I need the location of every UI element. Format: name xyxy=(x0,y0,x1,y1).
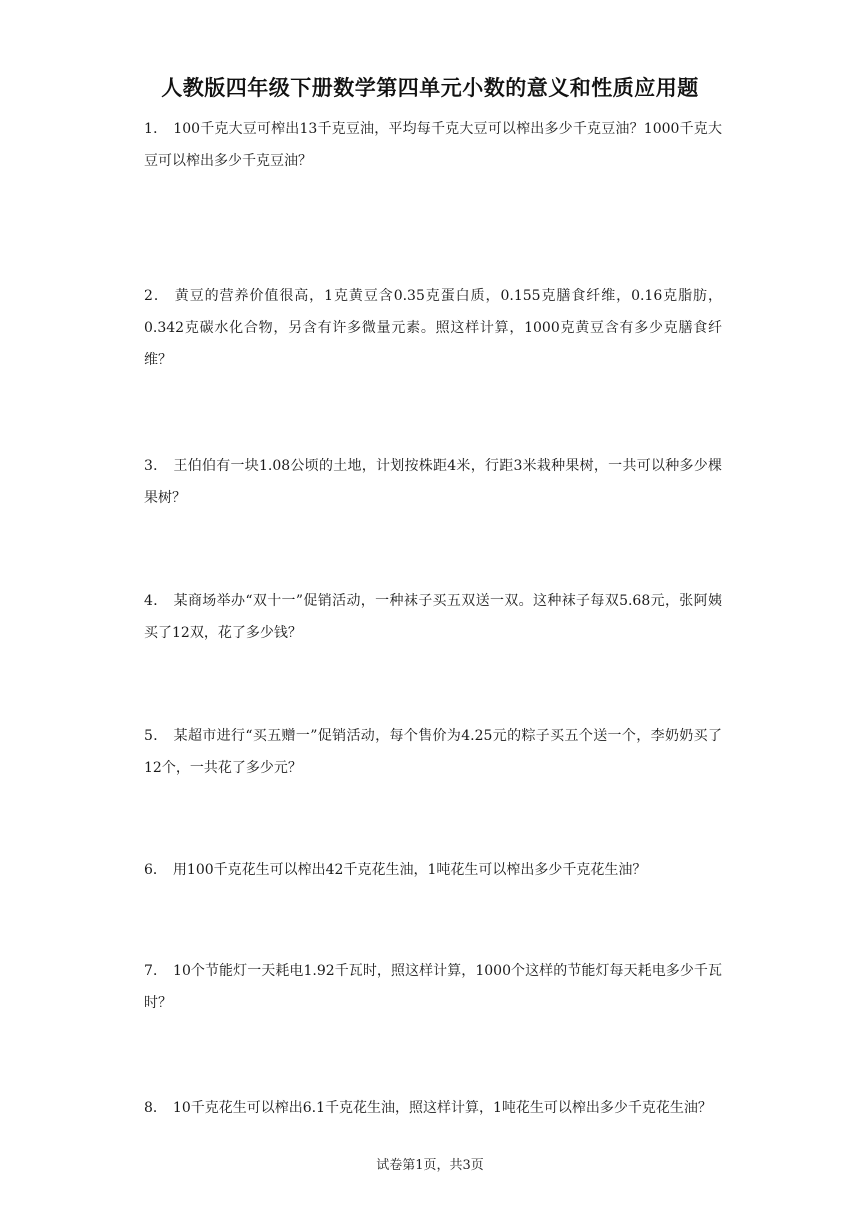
question-text: 某超市进行“买五赠一”促销活动，每个售价为4.25元的粽子买五个送一个，李奶奶买了12个，一共花了多少元？ xyxy=(144,728,722,776)
question-number: 1． xyxy=(144,121,168,137)
question-text: 用100千克花生可以榨出42千克花生油，1吨花生可以榨出多少千克花生油？ xyxy=(172,862,647,878)
question-8 xyxy=(144,1092,722,1124)
question-number: 3． xyxy=(144,458,168,474)
question-7 xyxy=(144,955,722,1019)
question-4 xyxy=(144,585,722,649)
question-number: 5． xyxy=(144,728,168,744)
question-number: 7． xyxy=(144,963,168,979)
question-5 xyxy=(144,720,722,784)
question-text: 王伯伯有一块1.08公顷的土地，计划按株距4米，行距3米栽种果树，一共可以种多少棵果树？ xyxy=(144,458,722,506)
question-number: 4． xyxy=(144,593,168,609)
question-text: 100千克大豆可榨出13千克豆油，平均每千克大豆可以榨出多少千克豆油？1000千克大豆可以榨出多少千克豆油？ xyxy=(144,121,722,169)
question-text: 黄豆的营养价值很高，1克黄豆含0.35克蛋白质，0.155克膳食纤维，0.16克脂肪，0.342克碳水化合物，另含有许多微量元素。照这样计算，1000克黄豆含有多少克膳食纤维？ xyxy=(144,288,722,368)
question-3 xyxy=(144,450,722,514)
question-6 xyxy=(144,854,722,886)
question-number: 2． xyxy=(144,288,169,304)
page-footer: 试卷第1页，共3页 xyxy=(376,1158,484,1173)
page-title: 人教版四年级下册数学第四单元小数的意义和性质应用题 xyxy=(161,76,699,100)
question-number: 6． xyxy=(144,862,167,878)
question-text: 某商场举办“双十一”促销活动，一种袜子买五双送一双。这种袜子每双5.68元，张阿姨买了12双，花了多少钱？ xyxy=(144,593,722,641)
question-number: 8． xyxy=(144,1100,167,1116)
question-2 xyxy=(144,280,722,376)
question-text: 10个节能灯一天耗电1.92千瓦时，照这样计算，1000个这样的节能灯每天耗电多少千瓦时？ xyxy=(144,963,722,1011)
question-text: 10千克花生可以榨出6.1千克花生油，照这样计算，1吨花生可以榨出多少千克花生油？ xyxy=(172,1100,712,1116)
question-1 xyxy=(144,113,722,177)
